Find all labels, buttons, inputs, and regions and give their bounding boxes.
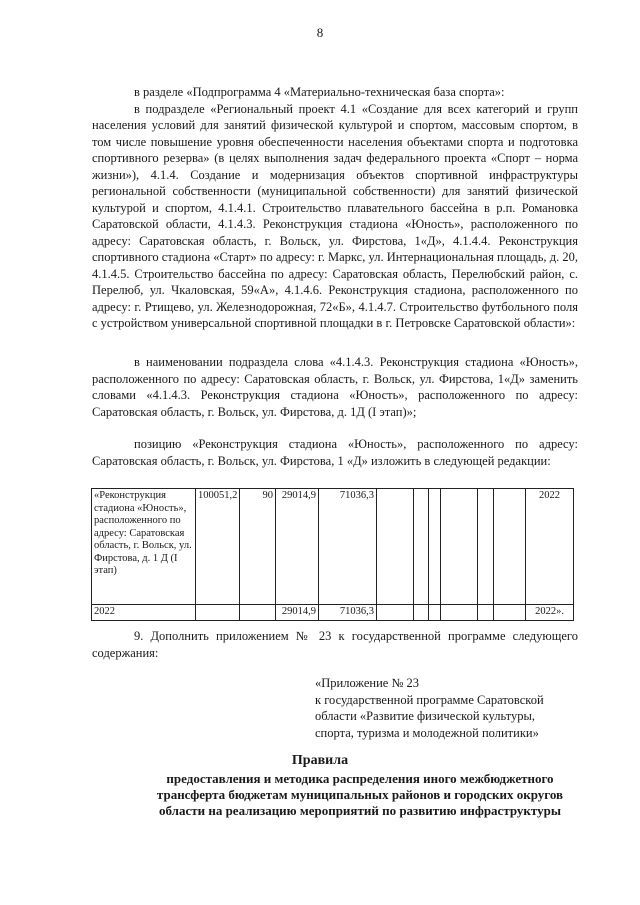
table-row	[92, 605, 574, 621]
naming-text	[92, 354, 578, 420]
table-row	[92, 489, 574, 605]
table-cell	[429, 605, 441, 621]
table-cell: 90	[240, 489, 276, 605]
rules-title: Правила	[291, 753, 349, 768]
table-cell: 71036,3	[319, 605, 377, 621]
table-cell: 29014,9	[276, 489, 319, 605]
table-cell	[441, 489, 478, 605]
rules-subtitle-line-2: трансферта бюджетам муниципальных районов и городских округов	[156, 787, 564, 802]
table-cell	[478, 489, 494, 605]
table-cell	[377, 489, 414, 605]
table-cell	[494, 605, 526, 621]
appendix-header	[315, 675, 585, 741]
appendix-line-4: спорта, туризма и молодежной политики»	[315, 725, 539, 740]
appendix-line-2: к государственной программе Саратовской	[315, 692, 544, 707]
table-cell	[429, 489, 441, 605]
table-cell: 2022».	[526, 605, 574, 621]
table-cell: 71036,3	[319, 489, 377, 605]
page-number: 8	[316, 25, 324, 40]
table-cell	[414, 489, 429, 605]
table-cell	[377, 605, 414, 621]
table-cell: 100051,2	[196, 489, 240, 605]
table-cell	[478, 605, 494, 621]
appendix-line-3: области «Развитие физической культуры,	[315, 709, 536, 723]
table-cell: 2022	[526, 489, 574, 605]
rules-subtitle-line-3: области на реализацию мероприятий по развитию инфраструктуры	[158, 803, 562, 818]
appendix-line-1: «Приложение № 23	[315, 676, 420, 690]
rules-subtitle-line-1: предоставления и методика распределения иного межбюджетного	[166, 771, 554, 786]
intro-text	[92, 84, 578, 332]
table-cell	[441, 605, 478, 621]
table-cell-name: 2022	[92, 605, 196, 621]
intro-paragraph-2: в подразделе «Региональный проект 4.1 «Создание для всех категорий и групп населения условий для занятий физической культурой и спортом, массовым спортом, в том числе повышение уровня обеспеченности населения объектами спорта и подготовка спортивного резерва» (в целях выполнения задач федерального проекта «Спорт – норма жизни»), 4.1.4. Создание и модернизация объектов спортивной инфраструктуры региональной собственности (муниципальной собственности) для занятий физической культурой и спортом, 4.1.4.1. Строительство плавательного бассейна в р.п. Романовка Саратовской области, 4.1.4.3. Реконструкция стадиона «Юность», расположенного по адресу: Саратовская область, г. Вольск, ул. Фирстова, 1«Д», 4.1.4.4. Реконструкция спортивного стадиона «Старт» по адресу: г. Маркс, ул. Интернациональная площадь, д. 20, 4.1.4.5. Строительство бассейна по адресу: Саратовская область, Перелюбский район, с. Перелюб, ул. Чкаловская, 59«А», 4.1.4.6. Реконструкция стадиона, расположенного по адресу: г. Ртищево, ул. Железнодорожная, 72«Б», 4.1.4.7. Строительство футбольного поля с устройством универсальной спортивной площадки в г. Петровске Саратовской области»:	[92, 101, 578, 330]
intro-paragraph-1: в разделе «Подпрограмма 4 «Материально-техническая база спорта»:	[134, 85, 505, 99]
table-cell: 29014,9	[276, 605, 319, 621]
table-cell	[414, 605, 429, 621]
table-cell-name: «Реконструкция стадиона «Юность», расположенного по адресу: Саратовская область, г. Вольск, ул. Фирстова, д. 1 Д (I этап)	[92, 489, 196, 605]
position-table	[91, 488, 574, 621]
position-paragraph: позицию «Реконструкция стадиона «Юность», расположенного по адресу: Саратовская область, г. Вольск, ул. Фирстова, 1 «Д» изложить в следующей редакции:	[92, 437, 578, 468]
item-9-text	[92, 628, 578, 661]
naming-paragraph: в наименовании подраздела слова «4.1.4.3. Реконструкция стадиона «Юность», расположенного по адресу: Саратовская область, г. Вольск, ул. Фирстова, 1«Д» заменить словами «4.1.4.3. Реконструкция стадиона «Юность», расположенного по адресу: Саратовская область, г. Вольск, ул. Фирстова, д. 1Д (I этап)»;	[92, 355, 578, 419]
item-9-paragraph: 9. Дополнить приложением № 23 к государственной программе следующего содержания:	[92, 629, 578, 660]
table-cell	[196, 605, 240, 621]
rules-subtitle	[130, 771, 590, 819]
table-cell	[494, 489, 526, 605]
position-text	[92, 436, 578, 469]
table-cell	[240, 605, 276, 621]
